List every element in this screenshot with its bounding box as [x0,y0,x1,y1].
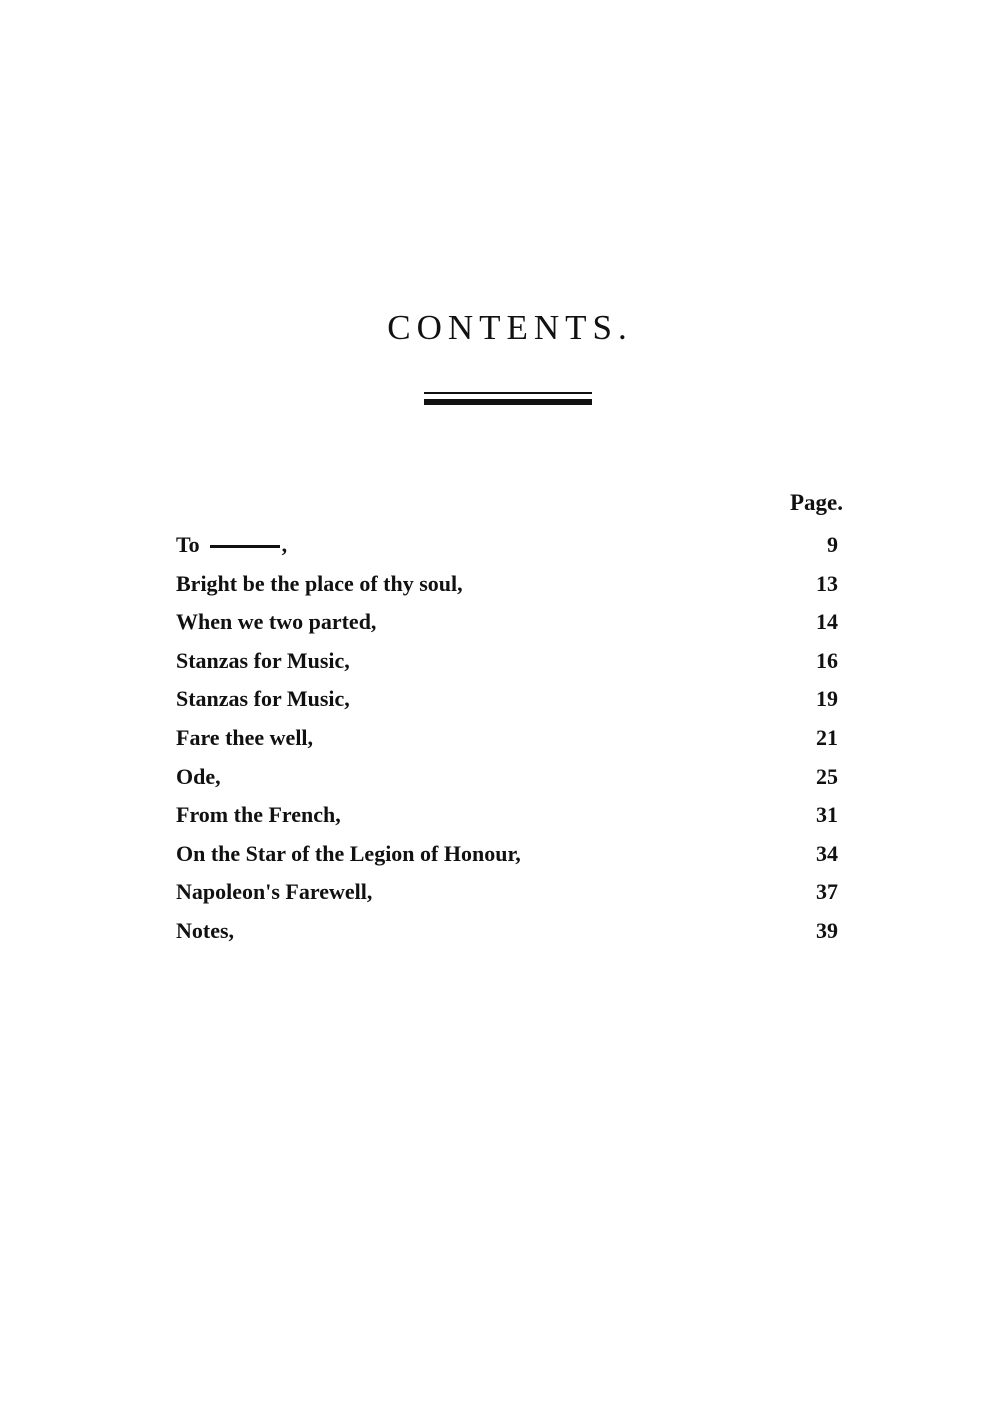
page-column-label: Page. [790,490,844,515]
contents-entry [174,759,844,798]
contents-entry [174,566,844,605]
entry-page-number: 25 [816,763,838,789]
contents-entry [174,643,844,682]
title-rule-thin [424,392,592,394]
entry-page-number: 21 [816,724,838,750]
entry-title [176,527,287,563]
contents-entry [174,527,844,566]
entry-page-number: 37 [816,879,838,905]
entry-title: From the French, [176,802,341,828]
entry-page-number: 39 [816,917,838,943]
entry-page-number: 34 [816,840,838,866]
contents-entry [174,913,844,952]
name-dash [210,545,280,548]
entry-title: Notes, [176,917,235,943]
entry-title: Stanzas for Music, [176,686,350,712]
entry-title-text: To [176,532,200,557]
contents-entry [174,681,844,720]
entry-title: On the Star of the Legion of Honour, [176,840,521,866]
entry-page-number: 16 [816,647,838,673]
entry-title: Ode, [176,763,221,789]
entry-page-number: 31 [816,802,838,828]
entry-title: Napoleon's Farewell, [176,879,373,905]
entry-page-number: 13 [816,570,838,596]
contents-entry [174,720,844,759]
entry-title: Fare thee well, [176,724,314,750]
entry-title: Bright be the place of thy soul, [176,570,463,596]
page-title: CONTENTS. [387,308,633,347]
contents-entry [174,797,844,836]
entry-title: When we two parted, [176,609,377,635]
contents-entry [174,836,844,875]
contents-list [174,527,844,952]
title-rule-thick [424,399,592,405]
contents-entry [174,604,844,643]
entry-title-suffix: , [281,532,288,557]
entry-page-number: 19 [816,686,838,712]
contents-entry [174,874,844,913]
entry-page-number: 14 [816,609,838,635]
entry-page-number: 9 [827,532,838,557]
entry-title: Stanzas for Music, [176,647,350,673]
